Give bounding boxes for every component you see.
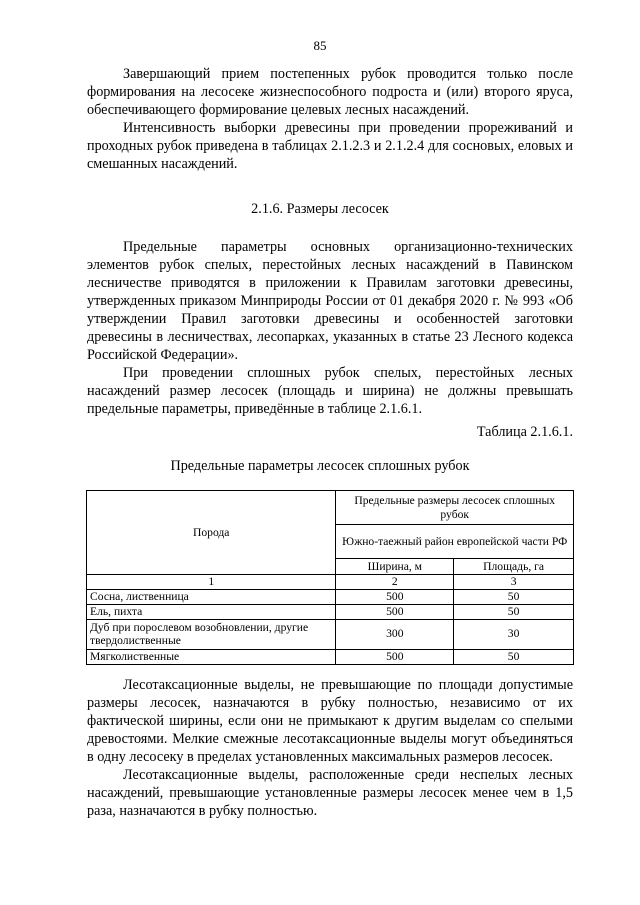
closing-text	[87, 676, 573, 820]
area-cell: 50	[454, 649, 574, 664]
width-cell: 500	[336, 604, 454, 619]
species-cell: Дуб при порослевом возобновлении, другие твердолиственные	[87, 619, 336, 649]
page-number: 85	[313, 38, 327, 53]
table-row	[87, 604, 574, 619]
area-cell: 50	[454, 604, 574, 619]
width-cell: 500	[336, 649, 454, 664]
species-cell: Мягколиственные	[87, 649, 336, 664]
header-width: Ширина, м	[336, 559, 454, 575]
section-text	[87, 238, 573, 418]
header-area: Площадь, га	[454, 559, 574, 575]
column-number: 3	[454, 575, 574, 590]
limits-table	[86, 490, 574, 665]
paragraph: Лесотаксационные выделы, расположенные среди неспелых лесных насаждений, превышающие установленные размеры лесосек менее чем в 1,5 раза, назначаются в рубку полностью.	[87, 767, 573, 819]
column-number: 1	[87, 575, 336, 590]
table-row	[87, 649, 574, 664]
width-cell: 300	[336, 619, 454, 649]
column-number: 2	[336, 575, 454, 590]
table-row	[87, 589, 574, 604]
table-title: Предельные параметры лесосек сплошных рубок	[170, 458, 470, 474]
table-label: Таблица 2.1.6.1.	[476, 424, 573, 440]
table-row	[87, 619, 574, 649]
paragraph: Интенсивность выборки древесины при проведении прореживаний и проходных рубок приведена в таблицах 2.1.2.3 и 2.1.2.4 для сосновых, еловых и смешанных насаждений.	[87, 120, 573, 172]
paragraph: При проведении сплошных рубок спелых, перестойных лесных насаждений размер лесосек (площадь и ширина) не должны превышать предельные параметры, приведённые в таблице 2.1.6.1.	[87, 365, 573, 417]
header-species: Порода	[87, 491, 336, 575]
intro-text	[87, 65, 573, 173]
area-cell: 30	[454, 619, 574, 649]
paragraph: Предельные параметры основных организационно-технических элементов рубок спелых, перестойных лесных насаждений в Павинском лесничестве приводятся в приложении к Правилам заготовки древесины, утвержденных приказом Минприроды России от 01 декабря 2020 г. № 993 «Об утверждении Правил заготовки древесины и особенностей заготовки древесины в лесничествах, лесопарках, указанных в статье 23 Лесного кодекса Российской Федерации».	[87, 239, 573, 363]
width-cell: 500	[336, 589, 454, 604]
section-heading: 2.1.6. Размеры лесосек	[251, 201, 389, 217]
area-cell: 50	[454, 589, 574, 604]
paragraph: Лесотаксационные выделы, не превышающие по площади допустимые размеры лесосек, назначаются в рубку полностью, независимо от их фактической ширины, если они не примыкают к другим выделам со спелыми древостоями. Мелкие смежные лесотаксационные выделы могут объединяться в одну лесосеку в пределах установленных максимальных размеров лесосек.	[87, 677, 573, 765]
species-cell: Ель, пихта	[87, 604, 336, 619]
species-cell: Сосна, лиственница	[87, 589, 336, 604]
paragraph: Завершающий прием постепенных рубок проводится только после формирования на лесосеке жизнеспособного подроста и (или) второго яруса, обеспечивающего формирование целевых лесных насаждений.	[87, 66, 573, 118]
header-limits: Предельные размеры лесосек сплошных рубок	[336, 491, 574, 525]
header-region: Южно-таежный район европейской части РФ	[336, 525, 574, 559]
